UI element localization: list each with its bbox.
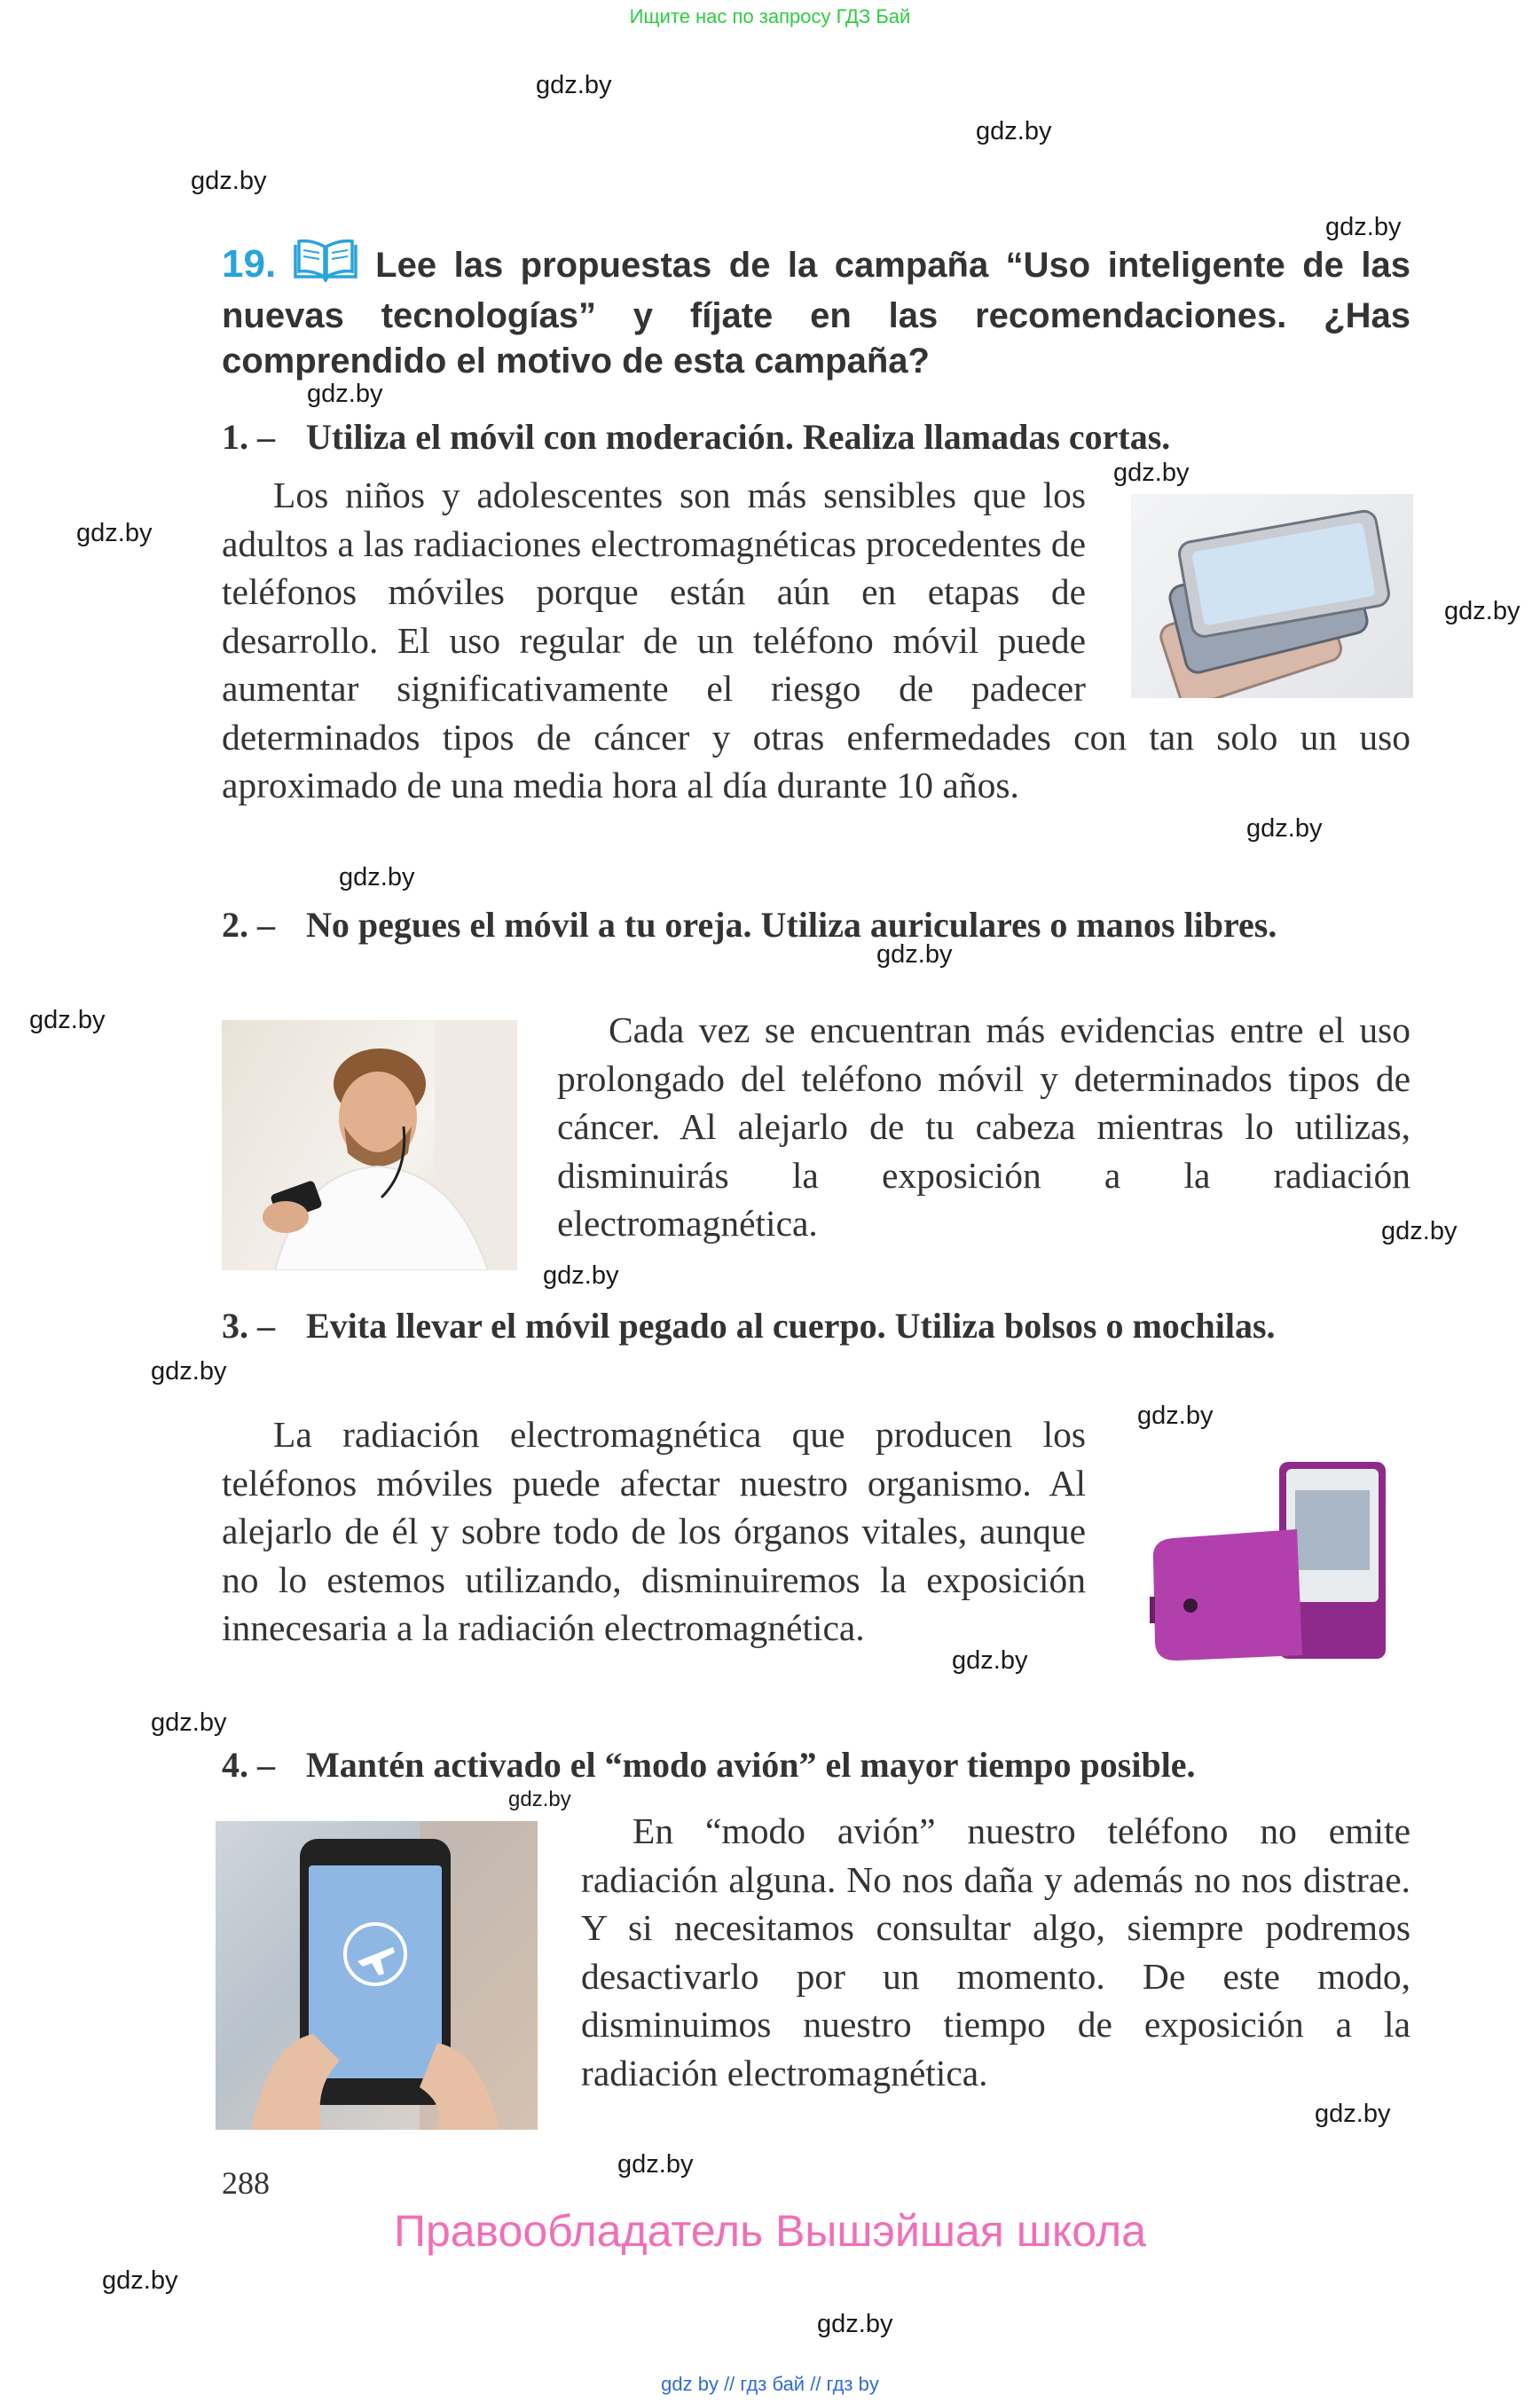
float-spacer [222,1807,581,2126]
section-1-body [222,471,1410,810]
section-1-heading [222,413,1410,461]
section-number: 4. – [222,1745,275,1785]
section-title: Utiliza el móvil con moderación. Realiza llamadas cortas. [306,417,1171,457]
section-3-heading [222,1302,1410,1350]
float-spacer [1086,1410,1410,1652]
watermark: gdz.by [543,1261,619,1290]
section-2-body [222,1006,1410,1248]
watermark: gdz.by [508,1787,571,1811]
watermark: gdz.by [876,940,953,969]
watermark: gdz.by [617,2150,694,2179]
footer-links[interactable]: gdz by // гдз бай // гдз by [661,2373,879,2395]
section-title: Mantén activado el “modo avión” el mayor tiempo posible. [306,1745,1196,1785]
watermark: gdz.by [817,2310,893,2338]
watermark: gdz.by [76,519,153,547]
watermark: gdz.by [1381,1217,1458,1245]
section-title: Evita llevar el móvil pegado al cuerpo. Utiliza bolsos o mochilas. [306,1306,1276,1346]
watermark: gdz.by [1315,2100,1391,2128]
watermark: gdz.by [151,1708,227,1737]
section-number: 1. – [222,417,275,457]
section-paragraph: Los niños y adolescentes son más sensibles que los adultos a las radiaciones electromagnéticas procedentes de teléfonos móviles porque están aún en etapas de desarrollo. El uso regular de un teléfono móvil puede aumentar significativamente el riesgo de padecer determinados tipos de cáncer y otras enfermedades con tan solo un uso aproximado de una media hora al día durante 10 años. [222,475,1410,805]
section-3-body [222,1410,1410,1653]
exercise-number: 19. [222,242,277,286]
section-4-body [222,1807,1410,2126]
watermark: gdz.by [1113,459,1190,487]
watermark: gdz.by [307,380,383,408]
section-paragraph: En “modo avión” nuestro teléfono no emite radiación alguna. No nos daña y además no nos distrae. Y si necesitamos consultar algo, siempre podremos desactivarlo por un momento. De este modo, disminuimos nuestro tiempo de exposición a la radiación electromagnética. [581,1810,1410,2093]
section-4-heading [222,1741,1410,1789]
watermark: gdz.by [29,1006,106,1034]
watermark: gdz.by [1246,814,1323,843]
float-spacer [222,1006,557,1247]
page-number: 288 [222,2165,270,2201]
section-number: 3. – [222,1306,275,1346]
watermark: gdz.by [952,1646,1028,1675]
watermark: gdz.by [151,1357,227,1386]
section-paragraph: Cada vez se encuentran más evidencias entre el uso prolongado del teléfono móvil y determinados tipos de cáncer. Al alejarlo de tu cabeza mientras lo utilizas, disminuirás la exposición a la radiación electromagnética. [557,1009,1410,1244]
exercise-instruction: Lee las propuestas de la campaña “Uso inteligente de las nuevas tecnologías” y fíjate en las recomendaciones. ¿Has comprendido el motivo de esta campaña? [222,246,1410,381]
section-paragraph: La radiación electromagnética que producen los teléfonos móviles puede afectar nuestro organismo. Al alejarlo de él y sobre todo de los órganos vitales, aunque no lo estemos utilizando, disminuiremos la exposición innecesaria a la radiación electromagnética. [222,1414,1086,1648]
top-banner: Ищите нас по запросу ГДЗ Бай [629,5,911,27]
watermark: gdz.by [976,117,1052,145]
watermark: gdz.by [1137,1402,1214,1430]
section-number: 2. – [222,905,275,945]
open-book-icon [292,238,359,294]
float-spacer [1086,471,1410,712]
watermark: gdz.by [102,2266,178,2295]
section-title: No pegues el móvil a tu oreja. Utiliza auriculares o manos libres. [306,905,1277,945]
section-2-heading [222,901,1410,949]
exercise-heading [222,238,1410,384]
watermark: gdz.by [339,863,415,891]
watermark: gdz.by [536,71,612,99]
watermark: gdz.by [1444,597,1520,625]
rights-holder: Правообладатель Вышэйшая школа [394,2206,1146,2256]
watermark: gdz.by [191,167,267,195]
watermark: gdz.by [1325,213,1402,241]
